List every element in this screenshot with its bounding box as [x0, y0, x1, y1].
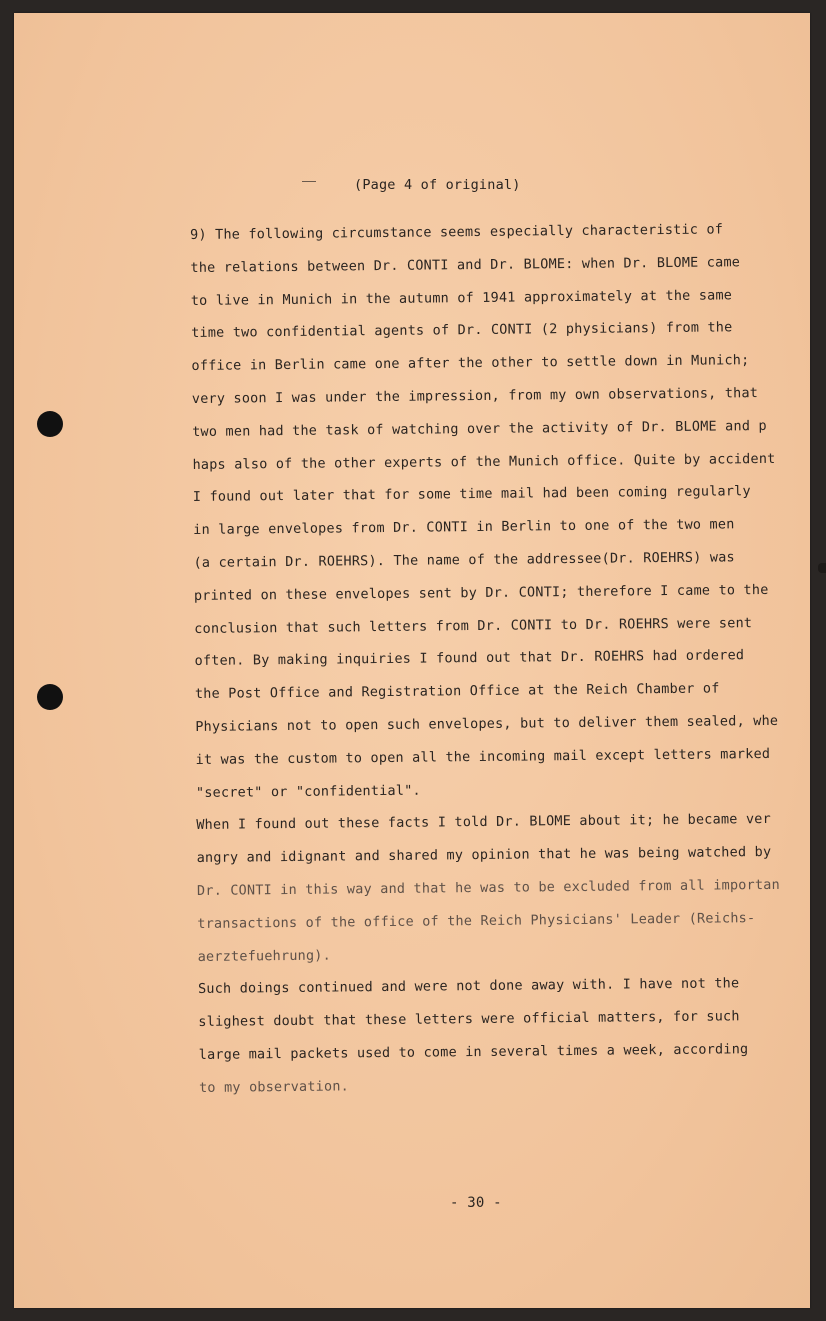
- page-number: - 30 -: [450, 1195, 502, 1211]
- text-line: time two confidential agents of Dr. CONTI (2 physicians) from the: [191, 319, 733, 342]
- text-line: angry and idignant and shared my opinion that he was being watched by: [196, 844, 772, 867]
- text-line: it was the custom to open all the incoming mail except letters marked: [195, 745, 771, 768]
- text-line: the relations between Dr. CONTI and Dr. BLOME: when Dr. BLOME came: [190, 254, 741, 276]
- paper-sheet: [14, 13, 810, 1308]
- text-line: to my observation.: [198, 1078, 350, 1096]
- text-line: in large envelopes from Dr. CONTI in Berlin to one of the two men: [193, 516, 735, 539]
- text-line: aerztefuehrung).: [197, 947, 332, 965]
- page-edge-mark: [818, 563, 826, 573]
- text-line: Such doings continued and were not done away with. I have not the: [197, 975, 740, 998]
- text-line: to live in Munich in the autumn of 1941 approximately at the same: [190, 286, 733, 309]
- typed-paragraph: [190, 217, 799, 1109]
- punch-hole: [37, 411, 63, 437]
- text-line: very soon I was under the impression, from my own observations, that: [191, 385, 759, 407]
- text-line: Physicians not to open such envelopes, but to deliver them sealed, whe: [195, 712, 779, 735]
- text-line: I found out later that for some time mail had been coming regularly: [192, 483, 751, 506]
- text-line: Dr. CONTI in this way and that he was to be excluded from all importan: [196, 876, 780, 899]
- pencil-dash-mark: [302, 181, 316, 182]
- text-line: haps also of the other experts of the Munich office. Quite by accident: [192, 450, 776, 473]
- text-line: two men had the task of watching over the activity of Dr. BLOME and p: [192, 417, 767, 440]
- punch-hole: [37, 684, 63, 710]
- text-line: often. By making inquiries I found out that Dr. ROEHRS had ordered: [194, 647, 745, 670]
- text-line: slighest doubt that these letters were official matters, for such: [198, 1008, 740, 1031]
- text-line: (a certain Dr. ROEHRS). The name of the addressee(Dr. ROEHRS) was: [193, 549, 735, 571]
- original-page-reference: (Page 4 of original): [354, 177, 521, 193]
- text-line: the Post Office and Registration Office at the Reich Chamber of: [194, 680, 720, 703]
- text-line: When I found out these facts I told Dr. BLOME about it; he became ver: [196, 811, 771, 834]
- text-line: transactions of the office of the Reich Physicians' Leader (Reichs-: [197, 909, 756, 932]
- text-line: printed on these envelopes sent by Dr. CONTI; therefore I came to the: [193, 581, 769, 604]
- text-line: office in Berlin came one after the other to settle down in Munich;: [191, 352, 750, 375]
- text-line: large mail packets used to come in several times a week, according: [198, 1041, 749, 1063]
- text-line: "secret" or "confidential".: [195, 782, 421, 801]
- text-line: 9) The following circumstance seems especially characteristic of: [190, 221, 724, 243]
- text-line: conclusion that such letters from Dr. CONTI to Dr. ROEHRS were sent: [194, 614, 753, 637]
